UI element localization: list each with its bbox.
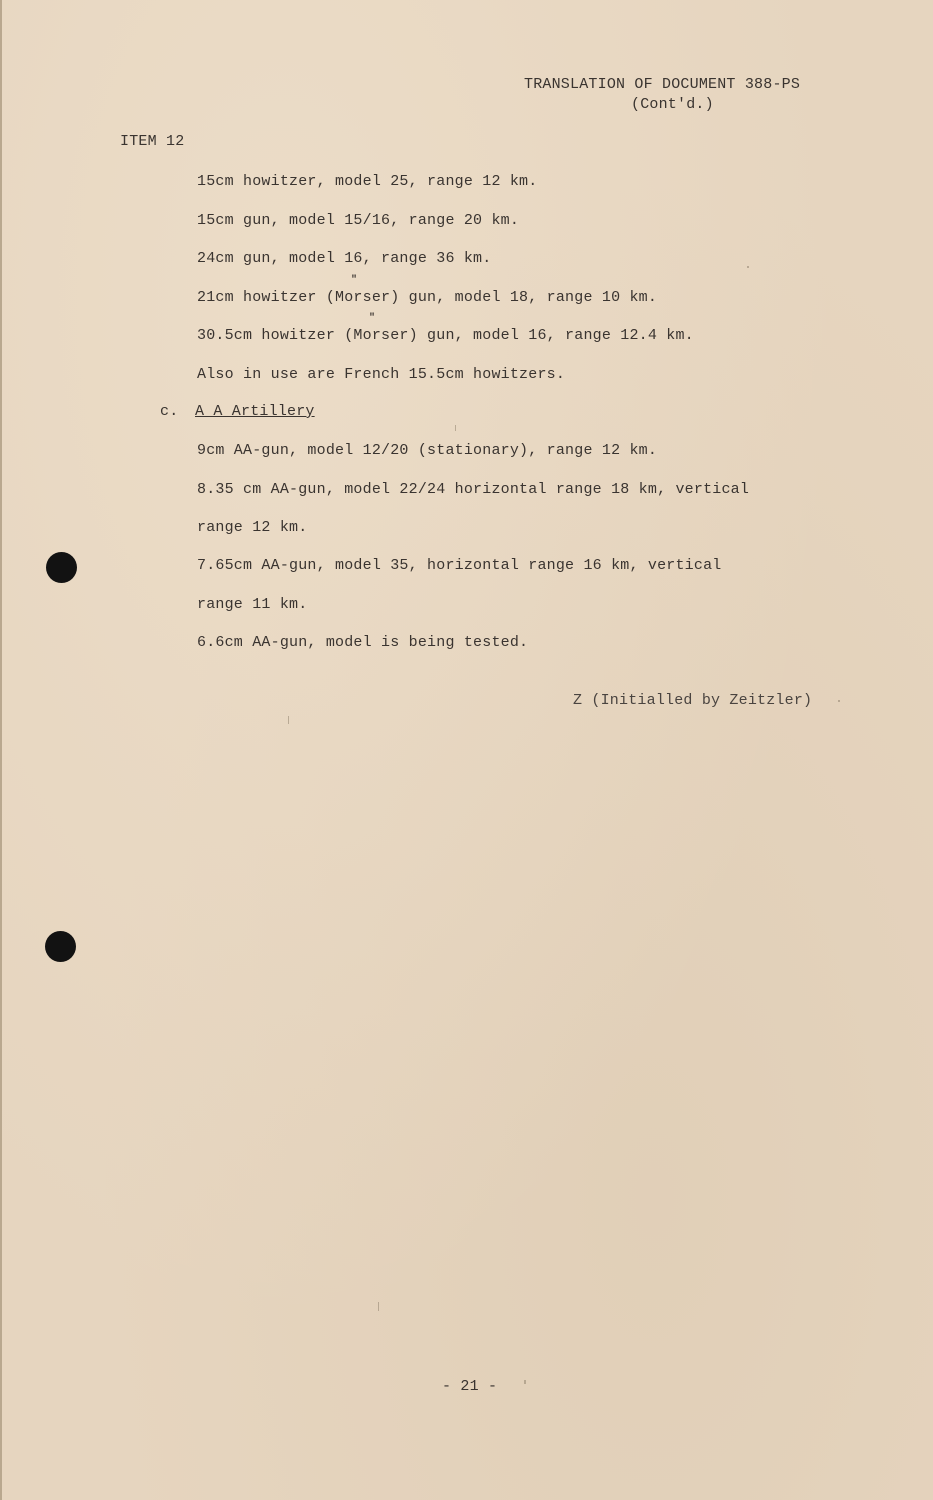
artillery-line-4: 21cm howitzer (Morser) gun, model 18, range 10 km.: [197, 289, 658, 306]
umlaut-mark: ": [369, 313, 376, 324]
paper-speck: [288, 716, 289, 724]
section-title: A A Artillery: [195, 403, 315, 420]
initials-signature: Z (Initialled by Zeitzler): [573, 692, 813, 709]
umlaut-mark: ": [351, 275, 358, 286]
document-title: TRANSLATION OF DOCUMENT 388-PS: [524, 76, 801, 93]
paper-speck: [378, 1302, 379, 1311]
item-label: ITEM 12: [120, 133, 185, 150]
paper-speck: [838, 700, 840, 702]
section-letter: c.: [160, 403, 179, 420]
aa-line-1: 9cm AA-gun, model 12/20 (stationary), range 12 km.: [197, 442, 658, 459]
punch-hole: [46, 552, 77, 583]
aa-line-6: 6.6cm AA-gun, model is being tested.: [197, 634, 529, 651]
artillery-line-3: 24cm gun, model 16, range 36 km.: [197, 250, 492, 267]
aa-line-2: 8.35 cm AA-gun, model 22/24 horizontal range 18 km, vertical: [197, 481, 750, 498]
paper-speck: [524, 1380, 526, 1384]
aa-line-4: 7.65cm AA-gun, model 35, horizontal range 16 km, vertical: [197, 557, 722, 574]
aa-line-3: range 12 km.: [197, 519, 308, 536]
artillery-line-2: 15cm gun, model 15/16, range 20 km.: [197, 212, 520, 229]
paper-speck: [455, 425, 456, 431]
artillery-line-6: Also in use are French 15.5cm howitzers.: [197, 366, 566, 383]
artillery-line-5: 30.5cm howitzer (Morser) gun, model 16, range 12.4 km.: [197, 327, 694, 344]
aa-line-5: range 11 km.: [197, 596, 308, 613]
paper-speck: [747, 266, 749, 268]
document-subtitle: (Cont'd.): [631, 96, 714, 113]
page-number: - 21 -: [442, 1378, 498, 1395]
artillery-line-1: 15cm howitzer, model 25, range 12 km.: [197, 173, 538, 190]
punch-hole: [45, 931, 76, 962]
